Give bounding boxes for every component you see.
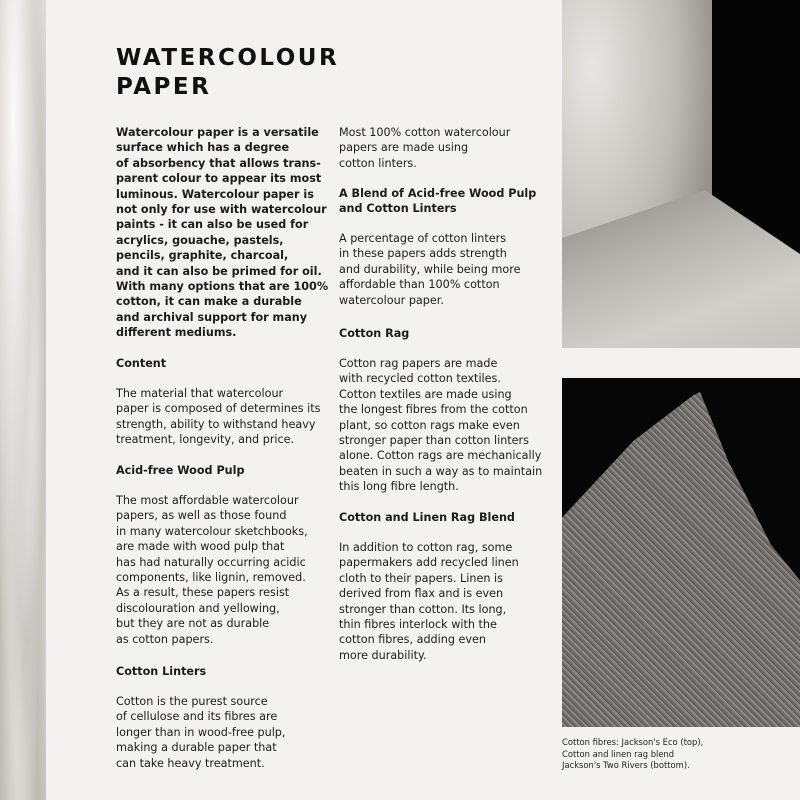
heading-content: Content (116, 357, 167, 370)
page-title: WATERCOLOUR PAPER (116, 45, 340, 100)
photo-two-rivers (562, 378, 800, 727)
heading-linen-blend: Cotton and Linen Rag Blend (339, 511, 515, 524)
wood-pulp-paragraph: The most affordable watercolour papers, as well as those found in many watercolour sketchbooks, are made with wood pulp that has had naturally occurring acidic components, like lignin, removed. As a result, these papers resist discolouration and yellowing, but they are not as durable as cotton papers. (116, 494, 308, 646)
heading-cotton-linters: Cotton Linters (116, 665, 207, 678)
heading-cotton-rag: Cotton Rag (339, 327, 410, 340)
heading-blend: A Blend of Acid-free Wood Pulp and Cotton Linters (339, 187, 537, 216)
content-paragraph: The material that watercolour paper is composed of determines its strength, ability to withstand heavy treatment, longevity, and price. (116, 387, 321, 447)
paper-corner (562, 378, 800, 727)
cotton-linters-paragraph: Cotton is the purest source of cellulose and its fibres are longer than in wood-free pulp, making a durable paper that can take heavy treatment. (116, 695, 286, 770)
blend-paragraph: A percentage of cotton linters in these papers adds strength and durability, while being more affordable than 100% cotton watercolour paper. (339, 232, 521, 307)
linen-blend-paragraph: In addition to cotton rag, some papermakers add recycled linen cloth to their papers. Linen is derived from flax and is even stronger than cotton. Its long, thin fibres interlock with the cotton fibres, adding even more durability. (339, 541, 519, 662)
photo-caption: Cotton fibres: Jackson's Eco (top), Cotton and linen rag blend Jackson's Two Rivers (bottom). (562, 737, 704, 770)
paper-texture-strip (0, 0, 46, 800)
heading-wood-pulp: Acid-free Wood Pulp (116, 464, 245, 477)
cotton-rag-paragraph: Cotton rag papers are made with recycled cotton textiles. Cotton textiles are made using the longest fibres from the cotton plant, so cotton rags make even stronger paper than cotton linters alone. Cotton rags are mechanically beaten in such a way as to maintain this long fibre length. (339, 357, 543, 494)
cotton-linters-continued: Most 100% cotton watercolour papers are made using cotton linters. (339, 126, 511, 170)
intro-paragraph: Watercolour paper is a versatile surface which has a degree of absorbency that allows trans- parent colour to appear its most luminous. Watercolour paper is not only for use with watercolour paints - it can also be used for acrylics, gouache, pastels, pencils, graphite, charcoal, and it can also be primed for oil. With many options that are 100% cotton, it can make a durable and archival support for many different mediums. (116, 126, 329, 340)
photo-cotton-eco (562, 0, 800, 348)
